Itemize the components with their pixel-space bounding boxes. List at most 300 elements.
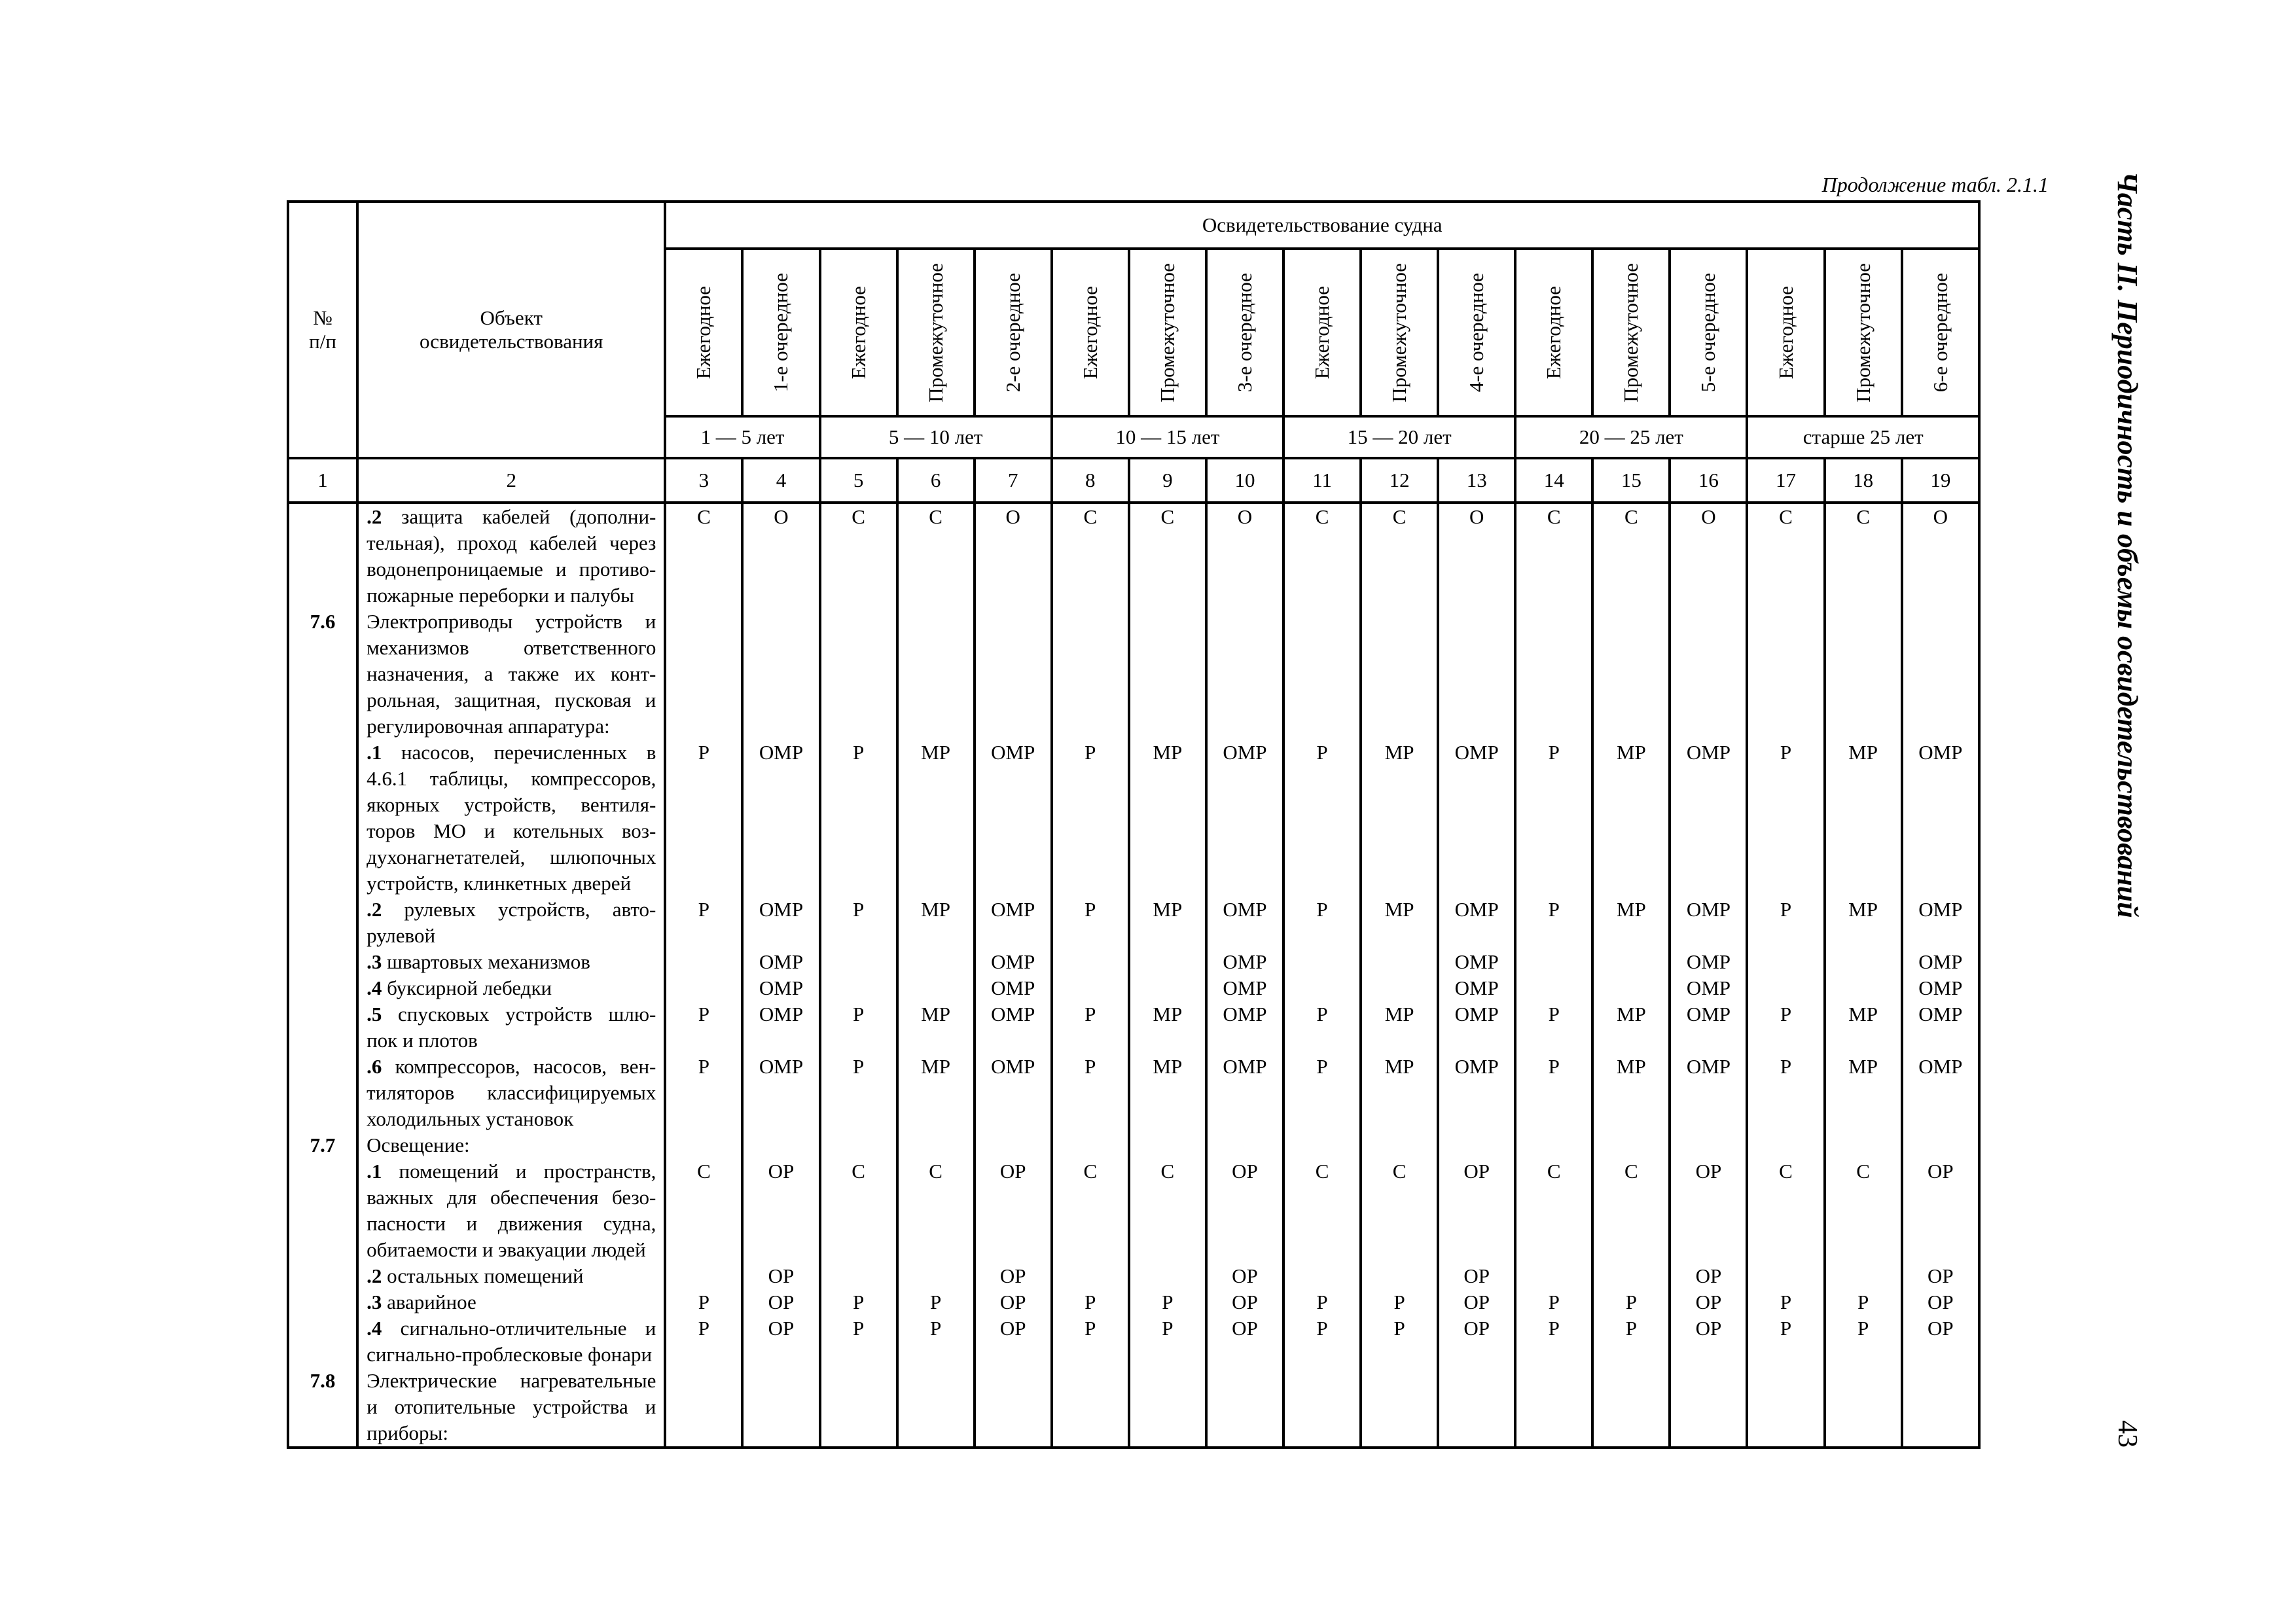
survey-value: МР <box>921 898 951 921</box>
survey-value <box>1130 582 1205 609</box>
object-text: регулировочная аппаратура: <box>367 715 610 738</box>
object-text: компрессоров, насосов, вен- <box>395 1055 656 1078</box>
object-line <box>359 1054 664 1080</box>
column-number: 11 <box>1283 458 1361 503</box>
survey-value <box>666 661 741 687</box>
survey-value <box>976 1211 1050 1237</box>
survey-value: МР <box>921 1055 951 1078</box>
survey-value: Р <box>930 1291 942 1313</box>
survey-value <box>1826 844 1901 870</box>
survey-value <box>1285 687 1359 713</box>
survey-value <box>1594 609 1668 635</box>
survey-value: ОМР <box>1454 1055 1499 1078</box>
survey-value <box>821 1106 896 1132</box>
survey-value <box>1903 923 1978 949</box>
survey-value: ОМР <box>1223 1003 1267 1026</box>
survey-value <box>1903 609 1978 635</box>
survey-value <box>899 1342 973 1368</box>
survey-value <box>666 1342 741 1368</box>
header-survey-type <box>1206 249 1283 416</box>
survey-value <box>1208 609 1282 635</box>
survey-value: С <box>1779 505 1793 528</box>
survey-value <box>1362 1342 1437 1368</box>
survey-value <box>1053 556 1128 582</box>
survey-value: Р <box>1393 1317 1405 1340</box>
survey-value <box>1285 844 1359 870</box>
survey-value: ОМР <box>759 898 804 921</box>
survey-value <box>976 713 1050 740</box>
values-cell <box>1361 503 1438 1448</box>
subitem-number: .2 <box>367 898 382 921</box>
survey-value <box>1130 792 1205 818</box>
survey-value: Р <box>852 1055 865 1078</box>
column-number: 5 <box>820 458 897 503</box>
object-line <box>359 530 664 556</box>
header-survey-type <box>1592 249 1670 416</box>
header-age-group: 10 — 15 лет <box>1052 416 1283 458</box>
column-number: 7 <box>975 458 1052 503</box>
survey-value <box>1208 1132 1282 1158</box>
survey-value <box>821 870 896 897</box>
survey-value <box>899 844 973 870</box>
survey-value <box>1903 1211 1978 1237</box>
survey-value: Р <box>1548 1003 1560 1026</box>
survey-value <box>666 870 741 897</box>
item-number <box>289 1289 356 1315</box>
survey-value <box>821 1342 896 1368</box>
survey-value: Р <box>852 1003 865 1026</box>
survey-value: Р <box>1548 1317 1560 1340</box>
part-title: Часть II. Периодичность и объемы освидетельствований <box>2111 171 2144 918</box>
survey-value <box>1053 687 1128 713</box>
header-survey-type <box>665 249 742 416</box>
survey-value: Р <box>852 1317 865 1340</box>
survey-value <box>666 609 741 635</box>
survey-value <box>1285 1106 1359 1132</box>
survey-value <box>899 1394 973 1420</box>
object-line <box>359 897 664 923</box>
survey-value: С <box>1624 1160 1638 1183</box>
survey-value <box>1053 661 1128 687</box>
survey-value <box>1130 923 1205 949</box>
survey-value <box>1903 556 1978 582</box>
survey-value <box>1748 766 1823 792</box>
survey-value <box>1516 1132 1591 1158</box>
survey-value <box>1594 1420 1668 1446</box>
survey-value: ОМР <box>1223 898 1267 921</box>
object-line <box>359 1211 664 1237</box>
survey-value <box>1826 949 1901 975</box>
survey-value <box>1826 1394 1901 1420</box>
survey-value <box>1285 713 1359 740</box>
values-cell <box>1902 503 1979 1448</box>
survey-value: ОР <box>1463 1291 1490 1313</box>
survey-value: ОР <box>1927 1317 1954 1340</box>
survey-value <box>1285 530 1359 556</box>
survey-value <box>821 1080 896 1106</box>
object-line <box>359 713 664 740</box>
survey-value <box>744 818 818 844</box>
values-cell <box>1592 503 1670 1448</box>
survey-value <box>1826 530 1901 556</box>
survey-value <box>1053 1394 1128 1420</box>
survey-value <box>899 687 973 713</box>
survey-value <box>744 1420 818 1446</box>
subitem-number: .1 <box>367 1160 382 1183</box>
survey-value <box>1826 1185 1901 1211</box>
object-line <box>359 1237 664 1263</box>
survey-value <box>1594 661 1668 687</box>
survey-value <box>899 1080 973 1106</box>
survey-value <box>1130 766 1205 792</box>
survey-value <box>1285 661 1359 687</box>
values-cell <box>1206 503 1283 1448</box>
object-text: назначения, а также их конт- <box>367 662 656 685</box>
column-number: 8 <box>1052 458 1129 503</box>
survey-value <box>744 582 818 609</box>
subitem-number: .2 <box>367 1264 382 1287</box>
survey-value: ОР <box>1927 1264 1954 1287</box>
survey-value <box>1516 1420 1591 1446</box>
survey-value <box>1208 661 1282 687</box>
survey-value: Р <box>1316 1317 1328 1340</box>
survey-value: С <box>1160 505 1175 528</box>
survey-value <box>1594 687 1668 713</box>
survey-value <box>1748 1237 1823 1263</box>
survey-value: Р <box>1780 1317 1792 1340</box>
subitem-number: .3 <box>367 950 382 973</box>
survey-value <box>1748 818 1823 844</box>
survey-value <box>1516 1080 1591 1106</box>
survey-value <box>1748 923 1823 949</box>
survey-value <box>1903 1106 1978 1132</box>
survey-value: ОМР <box>1223 1055 1267 1078</box>
survey-value: ОМР <box>759 976 804 999</box>
survey-value <box>666 844 741 870</box>
survey-value: ОМР <box>1686 950 1731 973</box>
header-survey-group: Освидетельствование судна <box>665 202 1979 249</box>
survey-value <box>744 1237 818 1263</box>
survey-type-label: Промежуточное <box>924 262 947 402</box>
column-number: 3 <box>665 458 742 503</box>
survey-value: ОР <box>999 1264 1026 1287</box>
survey-value <box>1594 713 1668 740</box>
survey-value <box>1285 1342 1359 1368</box>
item-number <box>289 1001 356 1027</box>
survey-value <box>1362 1420 1437 1446</box>
survey-value: С <box>852 505 865 528</box>
object-text: помещений и пространств, <box>399 1160 656 1183</box>
survey-value <box>1285 1237 1359 1263</box>
survey-value <box>1053 635 1128 661</box>
survey-value <box>976 1342 1050 1368</box>
survey-value <box>899 949 973 975</box>
item-number <box>289 1158 356 1185</box>
survey-value <box>1439 1106 1514 1132</box>
survey-value <box>1130 530 1205 556</box>
column-number: 10 <box>1206 458 1283 503</box>
survey-value: Р <box>698 1291 710 1313</box>
header-survey-type <box>742 249 819 416</box>
survey-value <box>1826 1342 1901 1368</box>
survey-value <box>899 713 973 740</box>
object-text: аварийное <box>387 1291 476 1313</box>
item-number <box>289 1342 356 1368</box>
survey-value <box>1285 1080 1359 1106</box>
survey-value <box>1130 1211 1205 1237</box>
survey-value: МР <box>1616 1055 1646 1078</box>
survey-value: Р <box>1548 1291 1560 1313</box>
header-survey-type <box>975 249 1052 416</box>
survey-value <box>1748 1368 1823 1394</box>
survey-value: ОМР <box>991 898 1035 921</box>
survey-value: Р <box>852 898 865 921</box>
survey-value <box>1439 844 1514 870</box>
survey-value <box>666 975 741 1001</box>
header-survey-type <box>820 249 897 416</box>
survey-value: ОМР <box>991 976 1035 999</box>
survey-value: МР <box>1153 1055 1183 1078</box>
survey-value <box>821 766 896 792</box>
values-cell <box>1825 503 1902 1448</box>
object-text: рольная, защитная, пусковая и <box>367 688 656 711</box>
survey-value <box>1748 1080 1823 1106</box>
object-text: устройств, клинкетных дверей <box>367 872 632 895</box>
column-number: 15 <box>1592 458 1670 503</box>
survey-value: Р <box>698 1055 710 1078</box>
header-survey-type <box>1825 249 1902 416</box>
survey-value <box>976 1185 1050 1211</box>
survey-value <box>976 766 1050 792</box>
survey-value <box>1053 1132 1128 1158</box>
survey-value <box>1594 582 1668 609</box>
survey-value: ОМР <box>1686 976 1731 999</box>
object-line <box>359 556 664 582</box>
survey-value: МР <box>1384 741 1414 764</box>
survey-value <box>1130 687 1205 713</box>
survey-value <box>744 713 818 740</box>
survey-value: Р <box>1625 1291 1637 1313</box>
survey-value <box>1362 713 1437 740</box>
item-numbers-cell <box>288 503 357 1448</box>
survey-value <box>1748 949 1823 975</box>
survey-value <box>1208 1368 1282 1394</box>
survey-type-label: Ежегодное <box>692 285 715 380</box>
survey-value: О <box>1237 505 1253 528</box>
object-text: защита кабелей (дополни- <box>401 505 656 528</box>
object-text: буксирной лебедки <box>387 976 552 999</box>
survey-value <box>1285 792 1359 818</box>
object-text: водонепроницаемые и противо- <box>367 558 656 580</box>
survey-value <box>1903 844 1978 870</box>
survey-value <box>1130 1185 1205 1211</box>
survey-value <box>1671 1185 1746 1211</box>
survey-value <box>1671 1080 1746 1106</box>
survey-value: С <box>1779 1160 1793 1183</box>
survey-value <box>1594 923 1668 949</box>
item-number <box>289 504 356 530</box>
item-number <box>289 1263 356 1289</box>
survey-value: ОМР <box>1918 1055 1963 1078</box>
survey-value <box>1903 661 1978 687</box>
survey-value <box>744 609 818 635</box>
survey-value: С <box>852 1160 865 1183</box>
item-number: 7.8 <box>310 1369 336 1392</box>
survey-value: ОМР <box>991 950 1035 973</box>
item-number <box>289 556 356 582</box>
survey-value <box>1748 609 1823 635</box>
survey-value <box>976 870 1050 897</box>
survey-type-label: 2-е очередное <box>1001 272 1024 393</box>
survey-value <box>1594 844 1668 870</box>
survey-value <box>1208 713 1282 740</box>
survey-value <box>1439 1368 1514 1394</box>
survey-value: ОР <box>768 1264 795 1287</box>
survey-value <box>1516 1368 1591 1394</box>
survey-value: Р <box>1857 1291 1869 1313</box>
survey-value <box>1748 713 1823 740</box>
survey-value: Р <box>1548 898 1560 921</box>
survey-value <box>1439 818 1514 844</box>
survey-value <box>1130 1106 1205 1132</box>
survey-value <box>1748 1185 1823 1211</box>
survey-value <box>976 1106 1050 1132</box>
object-text: сигнально-отличительные и <box>400 1317 656 1340</box>
survey-value <box>1671 923 1746 949</box>
survey-value <box>666 1368 741 1394</box>
item-number <box>289 635 356 661</box>
survey-value <box>821 687 896 713</box>
survey-value <box>976 1080 1050 1106</box>
survey-value <box>1285 766 1359 792</box>
column-number: 13 <box>1438 458 1515 503</box>
object-line <box>359 1027 664 1054</box>
values-cell <box>1747 503 1824 1448</box>
survey-value <box>821 1211 896 1237</box>
survey-value: С <box>1083 1160 1098 1183</box>
survey-value <box>744 1342 818 1368</box>
survey-value <box>1053 1342 1128 1368</box>
survey-value: Р <box>1316 741 1328 764</box>
survey-value <box>1362 687 1437 713</box>
survey-value <box>1826 923 1901 949</box>
header-age-group: 20 — 25 лет <box>1515 416 1747 458</box>
subitem-number: .6 <box>367 1055 382 1078</box>
survey-value: МР <box>1384 1055 1414 1078</box>
survey-value <box>1748 661 1823 687</box>
survey-value: ОР <box>1695 1291 1722 1313</box>
survey-value <box>1516 1342 1591 1368</box>
survey-value <box>976 1394 1050 1420</box>
survey-value <box>1671 1237 1746 1263</box>
survey-value <box>1053 1080 1128 1106</box>
survey-value: С <box>697 505 711 528</box>
survey-value: О <box>774 505 789 528</box>
survey-value <box>1826 661 1901 687</box>
survey-value <box>1439 635 1514 661</box>
survey-value <box>1748 792 1823 818</box>
survey-value <box>1053 609 1128 635</box>
survey-value <box>976 556 1050 582</box>
survey-value <box>1362 818 1437 844</box>
survey-value <box>821 792 896 818</box>
survey-value <box>1208 582 1282 609</box>
survey-value <box>1594 1185 1668 1211</box>
item-number <box>289 1211 356 1237</box>
survey-value <box>976 1027 1050 1054</box>
object-line <box>359 766 664 792</box>
survey-value <box>1516 687 1591 713</box>
column-number: 9 <box>1129 458 1206 503</box>
values-cell <box>665 503 742 1448</box>
survey-value <box>1903 1420 1978 1446</box>
object-text: духонагнетателей, шлюпочных <box>367 846 656 868</box>
header-survey-type <box>1361 249 1438 416</box>
survey-value <box>744 530 818 556</box>
survey-value <box>666 635 741 661</box>
survey-value: Р <box>1085 1055 1096 1078</box>
survey-value: ОР <box>1927 1160 1954 1183</box>
survey-value <box>666 1211 741 1237</box>
survey-value: Р <box>1857 1317 1869 1340</box>
survey-value: Р <box>1780 1055 1792 1078</box>
survey-value <box>1439 1211 1514 1237</box>
survey-value <box>1130 713 1205 740</box>
object-line <box>359 1420 664 1446</box>
survey-value <box>821 844 896 870</box>
survey-value <box>666 949 741 975</box>
survey-value <box>1594 1394 1668 1420</box>
survey-value <box>1594 1342 1668 1368</box>
survey-value <box>1516 844 1591 870</box>
survey-value <box>1362 609 1437 635</box>
survey-value <box>1053 582 1128 609</box>
header-survey-type <box>1129 249 1206 416</box>
survey-value <box>1748 556 1823 582</box>
survey-value <box>666 582 741 609</box>
survey-value <box>1516 1027 1591 1054</box>
survey-value: Р <box>1780 1291 1792 1313</box>
survey-value: ОР <box>999 1291 1026 1313</box>
survey-value <box>1594 1080 1668 1106</box>
item-number <box>289 1237 356 1263</box>
survey-value: ОМР <box>759 1055 804 1078</box>
survey-value <box>1748 1132 1823 1158</box>
header-age-group: старше 25 лет <box>1747 416 1979 458</box>
survey-value <box>1903 870 1978 897</box>
survey-value <box>1516 792 1591 818</box>
survey-value <box>1053 949 1128 975</box>
survey-value: ОМР <box>1918 1003 1963 1026</box>
survey-value <box>1671 687 1746 713</box>
table-body-row <box>288 503 1979 1448</box>
survey-value <box>1671 1106 1746 1132</box>
survey-value <box>1053 530 1128 556</box>
survey-value <box>1903 1080 1978 1106</box>
object-text: обитаемости и эвакуации людей <box>367 1238 646 1261</box>
survey-value <box>1903 792 1978 818</box>
header-age-group: 5 — 10 лет <box>820 416 1052 458</box>
survey-type-label: 1-е очередное <box>769 272 793 393</box>
survey-value <box>1826 1106 1901 1132</box>
survey-value: МР <box>921 1003 951 1026</box>
survey-value <box>1130 1132 1205 1158</box>
survey-value: ОР <box>768 1317 795 1340</box>
survey-value <box>1362 975 1437 1001</box>
survey-value <box>1053 844 1128 870</box>
survey-value <box>1439 1394 1514 1420</box>
survey-value <box>666 687 741 713</box>
